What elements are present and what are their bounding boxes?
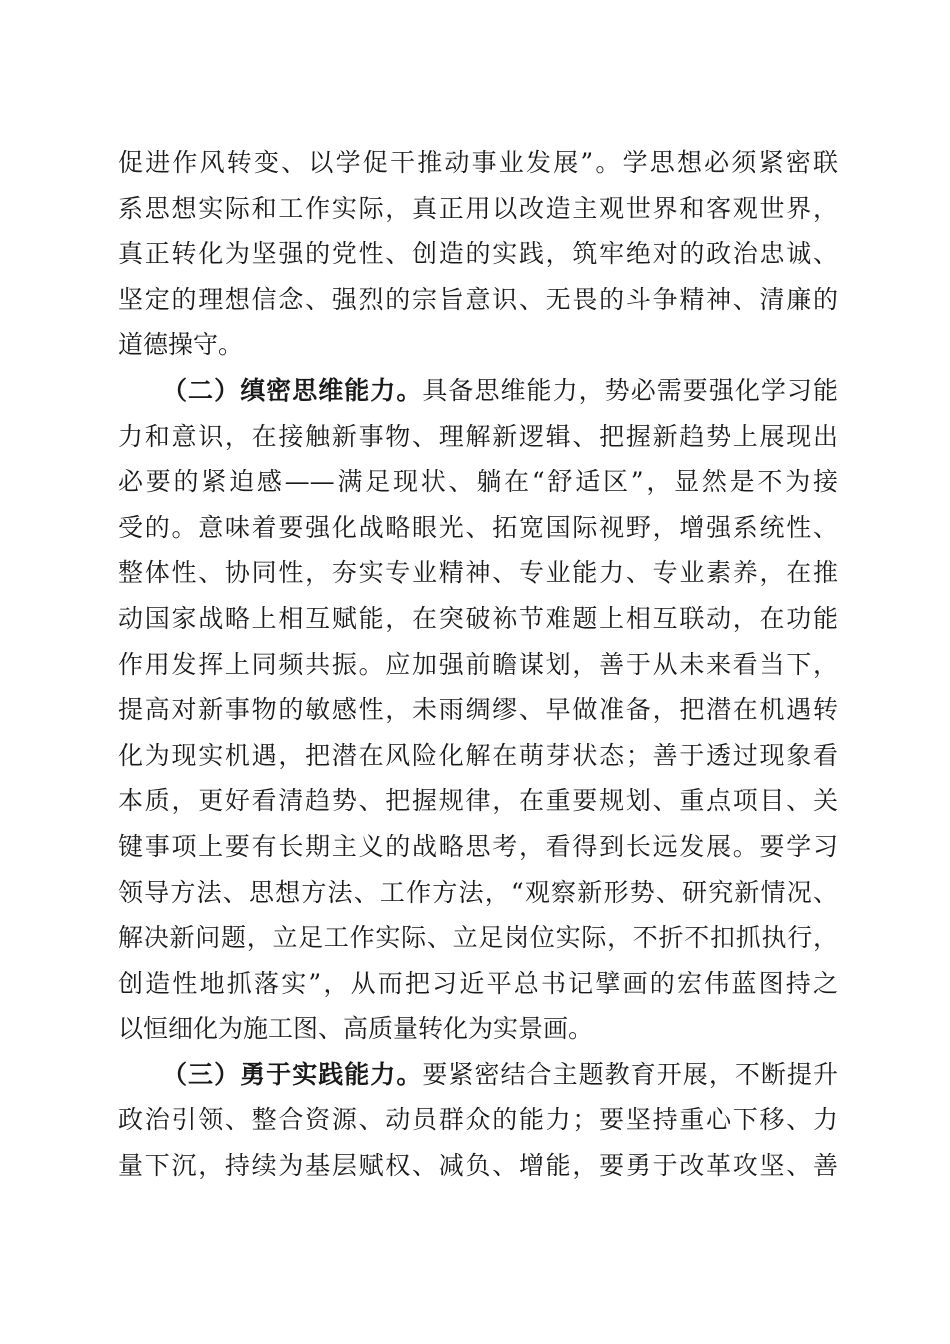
text-line: 真正转化为坚强的党性、创造的实践，筑牢绝对的政治忠诚、 [118, 239, 838, 269]
text-line: 领导方法、思想方法、工作方法，“观察新形势、研究新情况、 [118, 877, 838, 907]
text-line: 政治引领、整合资源、动员群众的能力；要坚持重心下移、力 [118, 1105, 838, 1135]
text-line: 本质，更好看清趋势、把握规律，在重要规划、重点项目、关 [118, 786, 838, 816]
text-line: 必要的紧迫感——满足现状、躺在“舒适区”，显然是不为接 [118, 467, 838, 497]
text-line: 道德操守。 [118, 330, 244, 360]
text-line: 提高对新事物的敏感性，未雨绸缪、早做准备，把潜在机遇转 [118, 695, 838, 725]
section-text: 具备思维能力，势必需要强化学习能 [422, 375, 838, 405]
text-line: 力和意识，在接触新事物、理解新逻辑、把握新趋势上展现出 [118, 421, 838, 451]
text-line: 创造性地抓落实”，从而把习近平总书记擘画的宏伟蓝图持之 [118, 968, 838, 998]
section-first-line [118, 1052, 838, 1098]
section-first-line [118, 368, 838, 414]
document-body [118, 140, 838, 1189]
text-line: 促进作风转变、以学促干推动事业发展”。学思想必须紧密联 [118, 148, 838, 177]
text-line: 坚定的理想信念、强烈的宗旨意识、无畏的斗争精神、清廉的 [118, 284, 838, 314]
text-line: 受的。意味着要强化战略眼光、拓宽国际视野，增强系统性、 [118, 512, 838, 542]
text-line: 解决新问题，立足工作实际、立足岗位实际，不折不扣抓执行， [118, 923, 838, 953]
section-heading: （二）缜密思维能力。 [162, 375, 423, 405]
text-line: 量下沉，持续为基层赋权、减负、增能，要勇于改革攻坚、善 [118, 1151, 838, 1181]
section-heading: （三）勇于实践能力。 [162, 1059, 423, 1089]
text-line: 以恒细化为施工图、高质量转化为实景画。 [118, 1014, 594, 1044]
text-line: 动国家战略上相互赋能，在突破袮节难题上相互联动，在功能 [118, 603, 838, 633]
text-line: 键事项上要有长期主义的战略思考，看得到长远发展。要学习 [118, 831, 838, 861]
text-line: 作用发挥上同频共振。应加强前瞻谋划，善于从未来看当下， [118, 649, 838, 679]
text-line: 化为现实机遇，把潜在风险化解在萌芽状态；善于透过现象看 [118, 740, 838, 770]
section-text: 要紧密结合主题教育开展，不断提升 [422, 1059, 838, 1089]
text-line: 整体性、协同性，夯实专业精神、专业能力、专业素养，在推 [118, 558, 838, 588]
text-line: 系思想实际和工作实际，真正用以改造主观世界和客观世界， [118, 193, 838, 223]
